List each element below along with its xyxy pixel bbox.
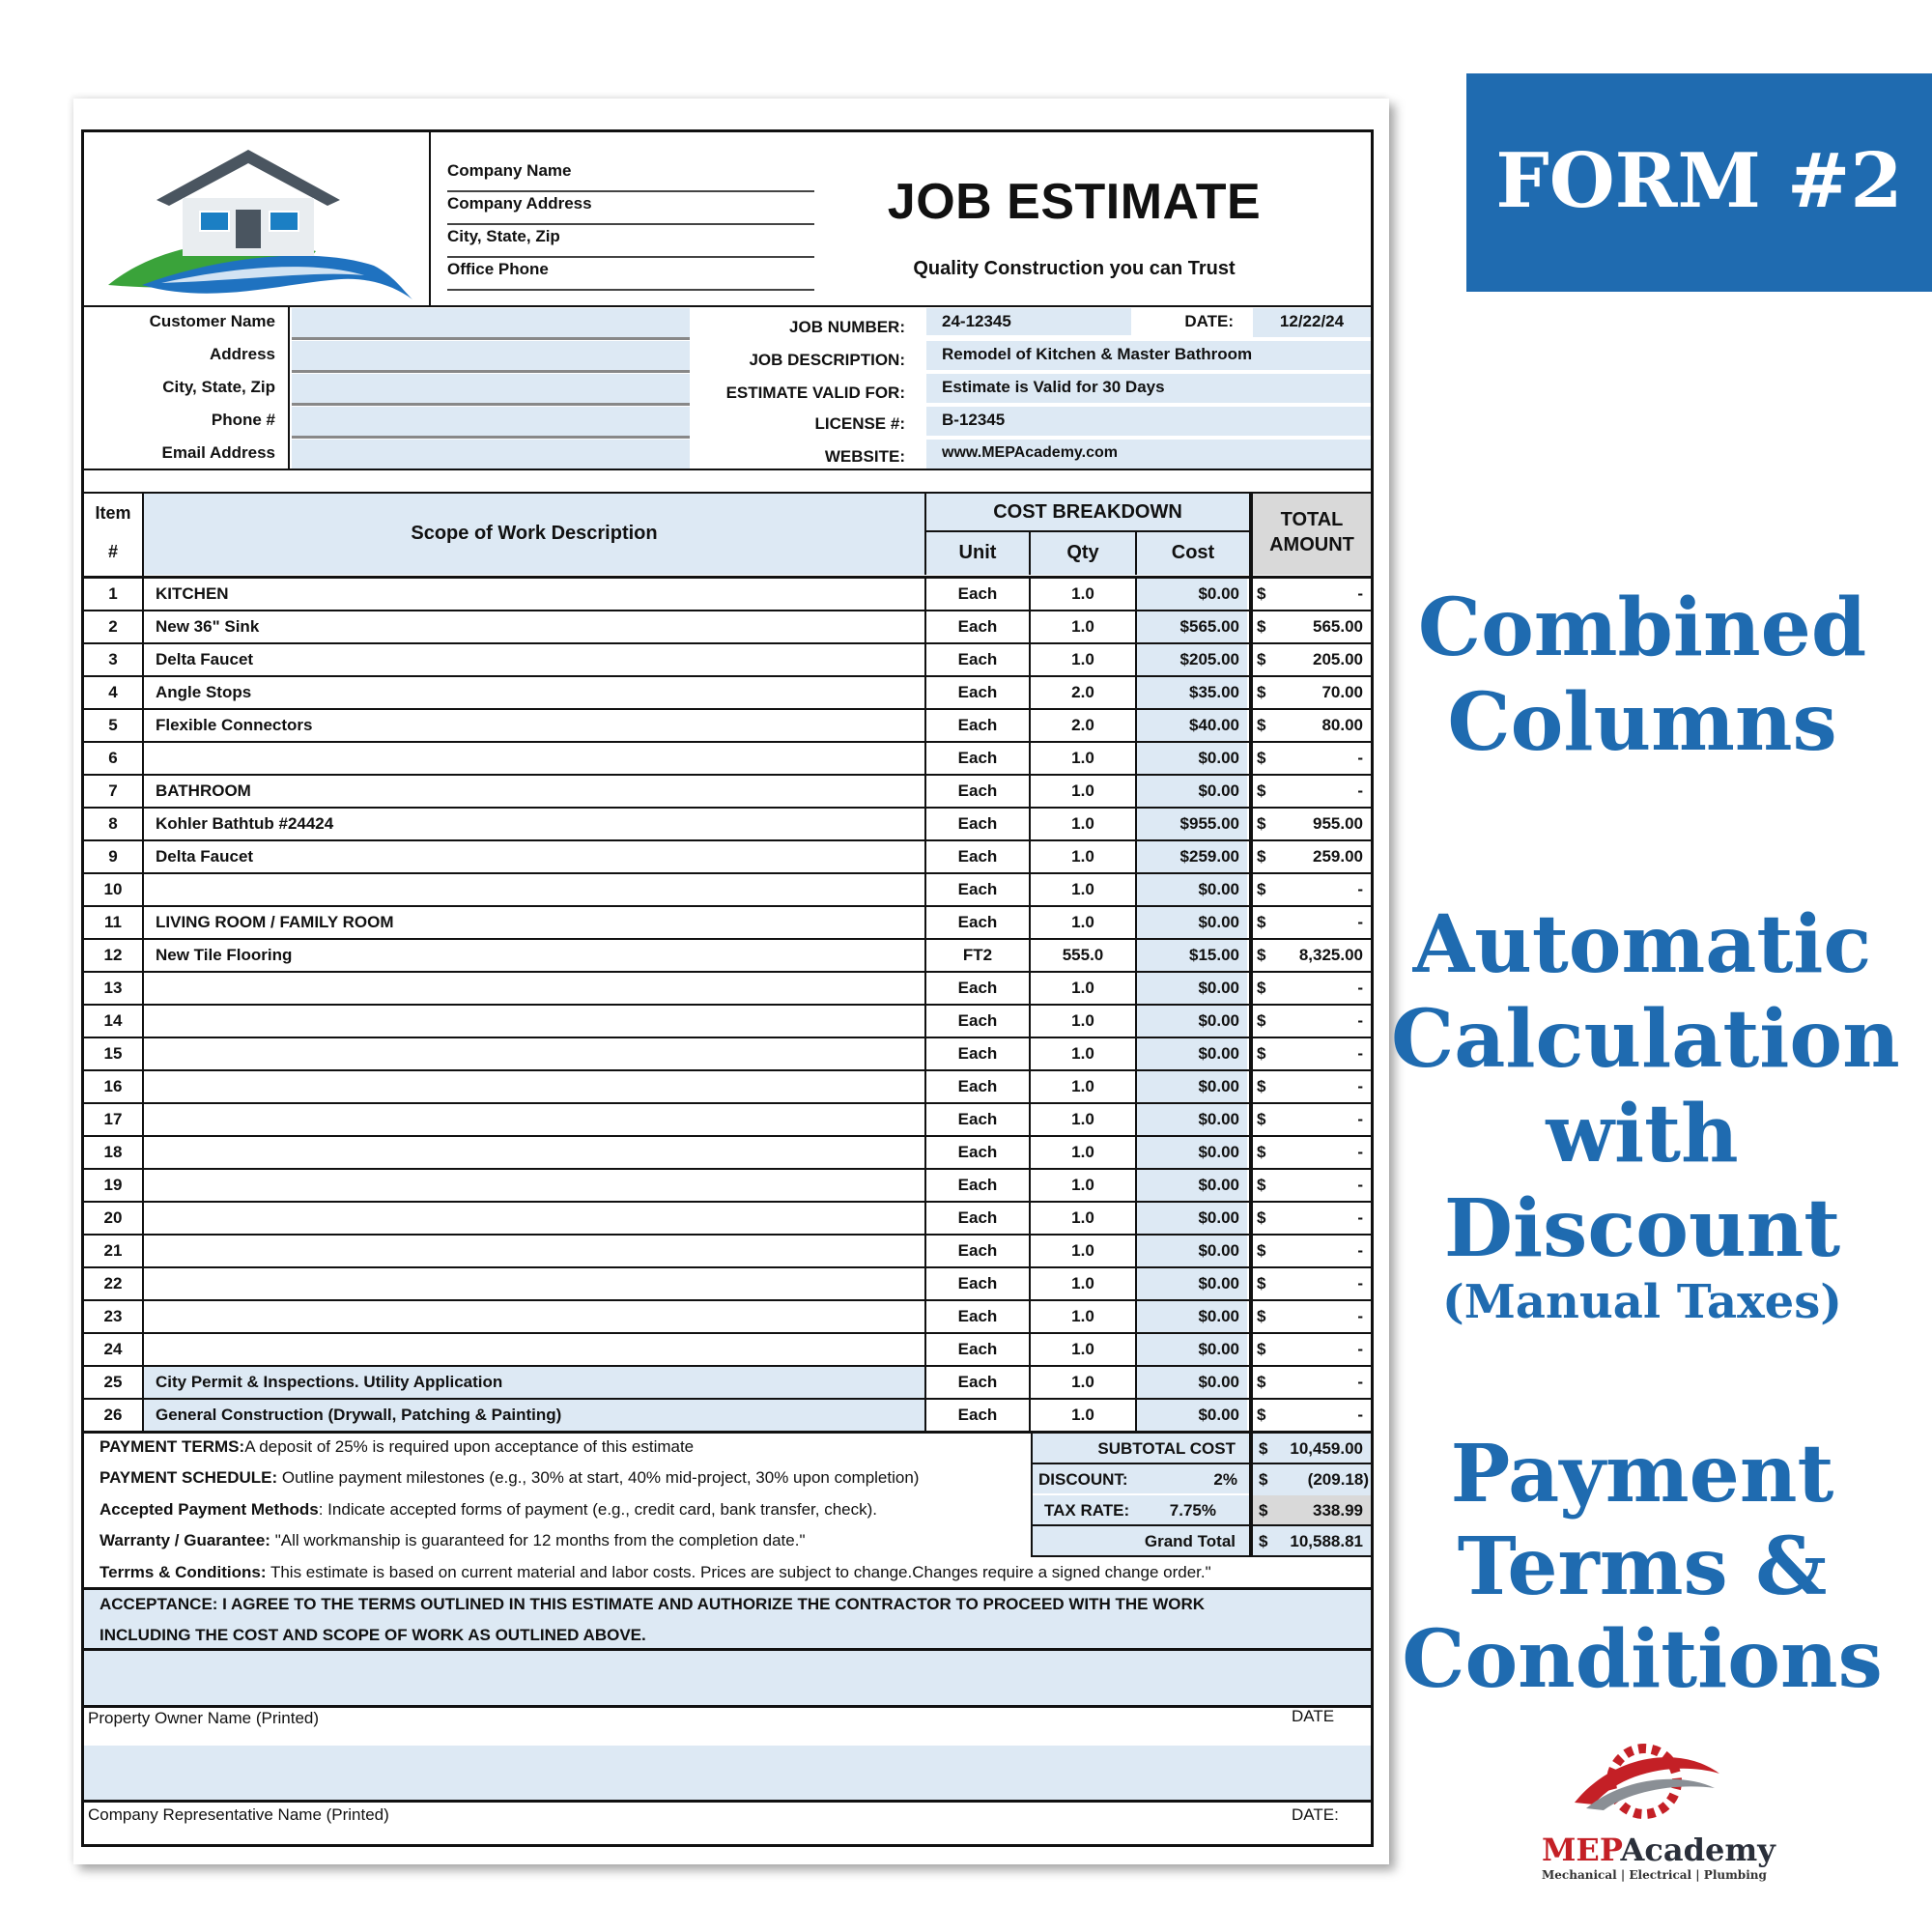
- table-row: [84, 809, 1371, 841]
- cost-cell[interactable]: $205.00: [1137, 644, 1247, 675]
- description-cell[interactable]: [144, 743, 924, 774]
- discount-rate[interactable]: 2%: [1213, 1470, 1237, 1489]
- unit-cell[interactable]: Each: [957, 979, 998, 997]
- customer-name-label: Customer Name: [149, 312, 275, 330]
- totals-values: [1253, 1434, 1371, 1557]
- discount-label: DISCOUNT:: [1038, 1470, 1128, 1489]
- unit-cell[interactable]: Each: [957, 1373, 998, 1391]
- item-cell: 8: [108, 814, 118, 833]
- feature-automatic: Automatic: [1412, 898, 1872, 991]
- subtotal-value: 10,459.00: [1290, 1439, 1363, 1458]
- warranty: Warranty / Guarantee: "All workmanship is guaranteed for 12 months from the completion date.": [99, 1531, 806, 1549]
- table-row: [84, 940, 1371, 973]
- amount-cell: -: [1357, 1077, 1363, 1095]
- dollar-cell: $: [1257, 1274, 1266, 1293]
- unit-cell[interactable]: Each: [957, 1077, 998, 1095]
- unit-cell[interactable]: Each: [957, 1176, 998, 1194]
- owner-date-label: DATE: [1292, 1707, 1335, 1725]
- customer-name-field[interactable]: [292, 308, 690, 340]
- table-row: [84, 1006, 1371, 1038]
- job-estimate-form: [81, 129, 1374, 1847]
- tax-rate-value[interactable]: 7.75%: [1169, 1501, 1216, 1520]
- description-cell[interactable]: Delta Faucet: [156, 650, 254, 668]
- qty-cell[interactable]: 1.0: [1071, 1143, 1094, 1161]
- amount-cell: -: [1357, 749, 1363, 767]
- amount-header: AMOUNT: [1269, 534, 1354, 555]
- description-cell[interactable]: [144, 1104, 924, 1135]
- company-logo: [103, 140, 412, 309]
- description-cell[interactable]: [144, 874, 924, 905]
- dollar-cell: $: [1257, 1176, 1266, 1194]
- payment-terms: PAYMENT TERMS:A deposit of 25% is required upon acceptance of this estimate: [99, 1437, 695, 1456]
- qty-header: Qty: [1066, 542, 1099, 563]
- owner-name-label: Property Owner Name (Printed): [88, 1709, 320, 1727]
- payment-schedule: PAYMENT SCHEDULE: Outline payment milestones (e.g., 30% at start, 40% mid-project, 30% upon completion): [99, 1468, 920, 1487]
- description-cell[interactable]: LIVING ROOM / FAMILY ROOM: [156, 913, 394, 931]
- grand-total-dollar: $: [1259, 1532, 1268, 1550]
- dollar-cell: $: [1257, 781, 1266, 800]
- subtotal-label: SUBTOTAL COST: [1097, 1439, 1236, 1458]
- company-city-label: City, State, Zip: [447, 227, 814, 258]
- item-cell: 2: [108, 617, 118, 636]
- amount-cell: -: [1357, 1274, 1363, 1293]
- acceptance-line-2: INCLUDING THE COST AND SCOPE OF WORK AS OUTLINED ABOVE.: [99, 1626, 646, 1644]
- website-label: WEBSITE:: [824, 447, 905, 466]
- dollar-cell: $: [1257, 749, 1266, 767]
- dollar-cell: $: [1257, 683, 1266, 701]
- amount-cell: 259.00: [1313, 847, 1363, 866]
- cost-cell[interactable]: $40.00: [1137, 710, 1247, 741]
- item-cell: 16: [103, 1077, 123, 1095]
- amount-cell: 205.00: [1313, 650, 1363, 668]
- item-cell: 22: [103, 1274, 123, 1293]
- item-cell: 17: [103, 1110, 123, 1128]
- tax-rate-label: TAX RATE:: [1044, 1501, 1130, 1520]
- unit-cell[interactable]: Each: [957, 1208, 998, 1227]
- description-cell[interactable]: [144, 1301, 924, 1332]
- table-row: [84, 710, 1371, 743]
- qty-cell[interactable]: 1.0: [1071, 1044, 1094, 1063]
- scope-header: Scope of Work Description: [411, 523, 658, 544]
- qty-cell[interactable]: 1.0: [1071, 617, 1094, 636]
- cost-cell[interactable]: $0.00: [1137, 1006, 1247, 1037]
- amount-cell: -: [1357, 1110, 1363, 1128]
- qty-cell[interactable]: 1.0: [1071, 1406, 1094, 1424]
- qty-cell[interactable]: 1.0: [1071, 847, 1094, 866]
- cost-cell[interactable]: $0.00: [1137, 1400, 1247, 1431]
- table-row: [84, 1170, 1371, 1203]
- cost-cell[interactable]: $955.00: [1137, 809, 1247, 839]
- description-cell[interactable]: [144, 1038, 924, 1069]
- page-title: JOB ESTIMATE: [887, 174, 1262, 230]
- amount-cell: 565.00: [1313, 617, 1363, 636]
- unit-cell[interactable]: Each: [957, 1110, 998, 1128]
- cost-cell[interactable]: $0.00: [1137, 579, 1247, 610]
- qty-cell[interactable]: 1.0: [1071, 1373, 1094, 1391]
- item-number-header: #: [107, 542, 118, 561]
- qty-cell[interactable]: 1.0: [1071, 1241, 1094, 1260]
- company-phone-label: Office Phone: [447, 260, 814, 291]
- unit-cell[interactable]: Each: [957, 1274, 998, 1293]
- feature-terms: Terms &: [1457, 1520, 1828, 1613]
- table-row: [84, 1071, 1371, 1104]
- unit-cell[interactable]: Each: [957, 716, 998, 734]
- cost-cell[interactable]: $0.00: [1137, 907, 1247, 938]
- feature-combined: Combined: [1417, 582, 1867, 674]
- feature-conditions: Conditions: [1402, 1613, 1883, 1706]
- table-row: [84, 1334, 1371, 1367]
- item-cell: 5: [108, 716, 118, 734]
- item-cell: 10: [103, 880, 123, 898]
- qty-cell[interactable]: 1.0: [1071, 1307, 1094, 1325]
- unit-cell[interactable]: Each: [957, 1406, 998, 1424]
- dollar-cell: $: [1257, 1241, 1266, 1260]
- qty-cell[interactable]: 1.0: [1071, 1011, 1094, 1030]
- description-cell[interactable]: [144, 1170, 924, 1201]
- dollar-cell: $: [1257, 946, 1266, 964]
- amount-cell: 70.00: [1321, 683, 1363, 701]
- feature-columns: Columns: [1447, 676, 1837, 769]
- item-cell: 6: [108, 749, 118, 767]
- unit-cell[interactable]: Each: [957, 1241, 998, 1260]
- brand-name: MEPAcademy: [1542, 1832, 1776, 1868]
- amount-cell: -: [1357, 1011, 1363, 1030]
- cost-header: Cost: [1171, 542, 1215, 563]
- dollar-cell: $: [1257, 716, 1266, 734]
- qty-cell[interactable]: 1.0: [1071, 1208, 1094, 1227]
- qty-cell[interactable]: 1.0: [1071, 650, 1094, 668]
- discount-value: (209.18): [1307, 1470, 1369, 1489]
- feature-with: with: [1546, 1088, 1739, 1180]
- item-cell: 18: [103, 1143, 123, 1161]
- cost-cell[interactable]: $0.00: [1137, 1301, 1247, 1332]
- unit-cell[interactable]: Each: [957, 913, 998, 931]
- qty-cell[interactable]: 1.0: [1071, 1077, 1094, 1095]
- table-row: [84, 1400, 1371, 1433]
- amount-cell: 8,325.00: [1298, 946, 1363, 964]
- cost-cell[interactable]: $35.00: [1137, 677, 1247, 708]
- description-cell[interactable]: New 36" Sink: [156, 617, 260, 636]
- table-row: [84, 1038, 1371, 1071]
- item-cell: 15: [103, 1044, 123, 1063]
- unit-header: Unit: [958, 542, 997, 563]
- qty-cell[interactable]: 1.0: [1071, 781, 1094, 800]
- table-row: [84, 579, 1371, 611]
- unit-cell[interactable]: Each: [957, 584, 998, 603]
- dollar-cell: $: [1257, 814, 1266, 833]
- description-cell[interactable]: BATHROOM: [156, 781, 251, 800]
- unit-cell[interactable]: Each: [957, 880, 998, 898]
- feature-discount: Discount: [1443, 1182, 1841, 1275]
- qty-cell[interactable]: 2.0: [1071, 683, 1094, 701]
- feature-payment: Payment: [1450, 1428, 1834, 1520]
- qty-cell[interactable]: 1.0: [1071, 913, 1094, 931]
- unit-cell[interactable]: Each: [957, 814, 998, 833]
- cost-cell[interactable]: $0.00: [1137, 1038, 1247, 1069]
- subtotal-dollar: $: [1259, 1439, 1268, 1458]
- cost-cell[interactable]: $0.00: [1137, 1367, 1247, 1398]
- table-row: [84, 776, 1371, 809]
- job-number-label: JOB NUMBER:: [789, 318, 905, 336]
- rep-date-label: DATE:: [1292, 1805, 1339, 1824]
- dollar-cell: $: [1257, 650, 1266, 668]
- cost-cell[interactable]: $0.00: [1137, 1268, 1247, 1299]
- amount-cell: -: [1357, 913, 1363, 931]
- license-label: LICENSE #:: [814, 414, 905, 433]
- rep-signature-field[interactable]: [84, 1746, 1371, 1800]
- item-cell: 12: [103, 946, 123, 964]
- description-cell[interactable]: [144, 1137, 924, 1168]
- grand-total-value: 10,588.81: [1290, 1532, 1363, 1550]
- qty-cell[interactable]: 1.0: [1071, 1110, 1094, 1128]
- description-cell[interactable]: [144, 1203, 924, 1234]
- amount-cell: -: [1357, 1143, 1363, 1161]
- qty-cell[interactable]: 555.0: [1062, 946, 1104, 964]
- qty-cell[interactable]: 1.0: [1071, 880, 1094, 898]
- item-cell: 24: [103, 1340, 123, 1358]
- unit-cell[interactable]: Each: [957, 683, 998, 701]
- cost-cell[interactable]: $0.00: [1137, 1104, 1247, 1135]
- qty-cell[interactable]: 1.0: [1071, 1274, 1094, 1293]
- description-cell[interactable]: General Construction (Drywall, Patching & Painting): [144, 1400, 924, 1431]
- description-cell[interactable]: KITCHEN: [156, 584, 229, 603]
- brand-subtitle: Mechanical | Electrical | Plumbing: [1542, 1868, 1767, 1882]
- item-cell: 9: [108, 847, 118, 866]
- item-cell: 21: [103, 1241, 123, 1260]
- unit-cell[interactable]: Each: [957, 617, 998, 636]
- tagline: Quality Construction you can Trust: [913, 258, 1236, 279]
- unit-cell[interactable]: Each: [957, 781, 998, 800]
- amount-cell: -: [1357, 979, 1363, 997]
- unit-cell[interactable]: FT2: [962, 946, 993, 964]
- unit-cell[interactable]: Each: [957, 1011, 998, 1030]
- dollar-cell: $: [1257, 617, 1266, 636]
- unit-cell[interactable]: Each: [957, 1044, 998, 1063]
- cost-cell[interactable]: $565.00: [1137, 611, 1247, 642]
- dollar-cell: $: [1257, 1307, 1266, 1325]
- totals-labels: [1031, 1434, 1253, 1557]
- description-cell[interactable]: City Permit & Inspections. Utility Application: [144, 1367, 924, 1398]
- dollar-cell: $: [1257, 1077, 1266, 1095]
- dollar-cell: $: [1257, 1044, 1266, 1063]
- qty-cell[interactable]: 1.0: [1071, 1176, 1094, 1194]
- line-items-table: [84, 579, 1371, 1433]
- unit-cell[interactable]: Each: [957, 1143, 998, 1161]
- terms-conditions: Terrms & Conditions: This estimate is based on current material and labor costs. Prices are subject to change.Changes require a signed change order.": [99, 1563, 1211, 1581]
- cost-cell[interactable]: $0.00: [1137, 743, 1247, 774]
- amount-cell: 955.00: [1313, 814, 1363, 833]
- cost-cell[interactable]: $259.00: [1137, 841, 1247, 872]
- website-value[interactable]: www.MEPAcademy.com: [926, 440, 1371, 469]
- table-row: [84, 1137, 1371, 1170]
- qty-cell[interactable]: 1.0: [1071, 814, 1094, 833]
- feature-manual-taxes: (Manual Taxes): [1442, 1275, 1842, 1329]
- dollar-cell: $: [1257, 913, 1266, 931]
- job-number-value[interactable]: 24-12345: [926, 308, 1131, 337]
- item-cell: 20: [103, 1208, 123, 1227]
- item-cell: 11: [104, 913, 122, 931]
- customer-email-label: Email Address: [161, 443, 275, 462]
- company-name-label: Company Name: [447, 161, 814, 192]
- description-cell[interactable]: Kohler Bathtub #24424: [156, 814, 334, 833]
- job-description-value[interactable]: Remodel of Kitchen & Master Bathroom: [926, 341, 1371, 370]
- unit-cell[interactable]: Each: [957, 749, 998, 767]
- customer-city-label: City, State, Zip: [162, 378, 275, 396]
- cost-cell[interactable]: $15.00: [1137, 940, 1247, 971]
- grand-total-label: Grand Total: [1144, 1532, 1236, 1550]
- license-value[interactable]: B-12345: [926, 407, 1371, 436]
- form-badge: [1466, 73, 1932, 292]
- qty-cell[interactable]: 1.0: [1071, 1340, 1094, 1358]
- rep-name-label: Company Representative Name (Printed): [88, 1805, 389, 1824]
- table-row: [84, 874, 1371, 907]
- amount-cell: -: [1357, 781, 1363, 800]
- item-header: Item: [95, 503, 131, 523]
- dollar-cell: $: [1257, 1340, 1266, 1358]
- customer-address-label: Address: [209, 345, 275, 363]
- amount-cell: -: [1357, 1307, 1363, 1325]
- item-cell: 14: [103, 1011, 123, 1030]
- customer-city-field[interactable]: [292, 374, 690, 406]
- cost-cell[interactable]: $0.00: [1137, 1334, 1247, 1365]
- qty-cell[interactable]: 2.0: [1071, 716, 1094, 734]
- feature-calculation: Calculation: [1391, 993, 1900, 1086]
- qty-cell[interactable]: 1.0: [1071, 749, 1094, 767]
- amount-cell: -: [1357, 584, 1363, 603]
- customer-phone-label: Phone #: [211, 411, 275, 429]
- estimate-valid-value[interactable]: Estimate is Valid for 30 Days: [926, 374, 1371, 403]
- table-row: [84, 1268, 1371, 1301]
- unit-cell[interactable]: Each: [957, 1307, 998, 1325]
- table-row: [84, 1104, 1371, 1137]
- table-row: [84, 1203, 1371, 1236]
- form-badge-text: FORM #2: [1495, 137, 1903, 225]
- cost-cell[interactable]: $0.00: [1137, 1071, 1247, 1102]
- cost-cell[interactable]: $0.00: [1137, 1203, 1247, 1234]
- cost-cell[interactable]: $0.00: [1137, 776, 1247, 807]
- item-cell: 19: [103, 1176, 123, 1194]
- customer-email-field[interactable]: [292, 440, 690, 469]
- amount-cell: 80.00: [1321, 716, 1363, 734]
- item-cell: 4: [108, 683, 118, 701]
- description-cell[interactable]: [144, 1236, 924, 1266]
- discount-dollar: $: [1259, 1470, 1268, 1489]
- amount-cell: -: [1357, 1176, 1363, 1194]
- customer-address-field[interactable]: [292, 341, 690, 373]
- dollar-cell: $: [1257, 1208, 1266, 1227]
- table-row: [84, 743, 1371, 776]
- amount-cell: -: [1357, 1340, 1363, 1358]
- description-cell[interactable]: New Tile Flooring: [156, 946, 293, 964]
- date-value[interactable]: 12/22/24: [1253, 308, 1371, 337]
- description-cell[interactable]: Angle Stops: [156, 683, 252, 701]
- description-cell[interactable]: [144, 1006, 924, 1037]
- item-cell: 7: [108, 781, 118, 800]
- dollar-cell: $: [1257, 1373, 1266, 1391]
- company-address-label: Company Address: [447, 194, 814, 225]
- dollar-cell: $: [1257, 1110, 1266, 1128]
- job-description-label: JOB DESCRIPTION:: [749, 351, 905, 369]
- qty-cell[interactable]: 1.0: [1071, 979, 1094, 997]
- unit-cell[interactable]: Each: [957, 650, 998, 668]
- description-cell[interactable]: Flexible Connectors: [156, 716, 313, 734]
- item-cell: 3: [108, 650, 118, 668]
- amount-cell: -: [1357, 1373, 1363, 1391]
- table-row: [84, 907, 1371, 940]
- unit-cell[interactable]: Each: [957, 1340, 998, 1358]
- cost-cell[interactable]: $0.00: [1137, 1170, 1247, 1201]
- table-row: [84, 1367, 1371, 1400]
- amount-cell: -: [1357, 1208, 1363, 1227]
- dollar-cell: $: [1257, 979, 1266, 997]
- item-cell: 13: [103, 979, 123, 997]
- description-cell[interactable]: [144, 1071, 924, 1102]
- date-label: DATE:: [1184, 312, 1234, 330]
- description-cell[interactable]: [144, 1334, 924, 1365]
- mep-academy-logo: [1536, 1735, 1768, 1832]
- cost-cell[interactable]: $0.00: [1137, 973, 1247, 1004]
- dollar-cell: $: [1257, 880, 1266, 898]
- qty-cell[interactable]: 1.0: [1071, 584, 1094, 603]
- cost-cell[interactable]: $0.00: [1137, 1137, 1247, 1168]
- table-row: [84, 677, 1371, 710]
- item-cell: 1: [108, 584, 118, 603]
- table-row: [84, 1236, 1371, 1268]
- owner-signature-field[interactable]: [84, 1651, 1371, 1705]
- description-cell[interactable]: Delta Faucet: [156, 847, 254, 866]
- cost-cell[interactable]: $0.00: [1137, 1236, 1247, 1266]
- dollar-cell: $: [1257, 1406, 1266, 1424]
- total-header: TOTAL: [1280, 509, 1344, 530]
- item-cell: 25: [103, 1373, 123, 1391]
- table-row: [84, 644, 1371, 677]
- dollar-cell: $: [1257, 1143, 1266, 1161]
- cost-cell[interactable]: $0.00: [1137, 874, 1247, 905]
- dollar-cell: $: [1257, 1011, 1266, 1030]
- unit-cell[interactable]: Each: [957, 847, 998, 866]
- tax-value: 338.99: [1313, 1501, 1363, 1520]
- amount-cell: -: [1357, 1406, 1363, 1424]
- dollar-cell: $: [1257, 584, 1266, 603]
- table-row: [84, 841, 1371, 874]
- table-row: [84, 611, 1371, 644]
- amount-cell: -: [1357, 1241, 1363, 1260]
- acceptance-line-1: ACCEPTANCE: I AGREE TO THE TERMS OUTLINED IN THIS ESTIMATE AND AUTHORIZE THE CONTRACTOR TO PROCEED WITH THE WORK: [99, 1595, 1206, 1613]
- table-row: [84, 1301, 1371, 1334]
- customer-phone-field[interactable]: [292, 407, 690, 439]
- item-cell: 23: [103, 1307, 123, 1325]
- amount-cell: -: [1357, 1044, 1363, 1063]
- table-header: [84, 494, 1371, 577]
- description-cell[interactable]: [144, 973, 924, 1004]
- description-cell[interactable]: [144, 1268, 924, 1299]
- tax-dollar: $: [1259, 1501, 1268, 1520]
- estimate-valid-label: ESTIMATE VALID FOR:: [725, 384, 905, 402]
- payment-methods: Accepted Payment Methods: Indicate accepted forms of payment (e.g., credit card, bank transfer, check).: [99, 1500, 878, 1519]
- cost-breakdown-header: COST BREAKDOWN: [993, 501, 1182, 523]
- amount-cell: -: [1357, 880, 1363, 898]
- table-row: [84, 973, 1371, 1006]
- dollar-cell: $: [1257, 847, 1266, 866]
- item-cell: 26: [103, 1406, 123, 1424]
